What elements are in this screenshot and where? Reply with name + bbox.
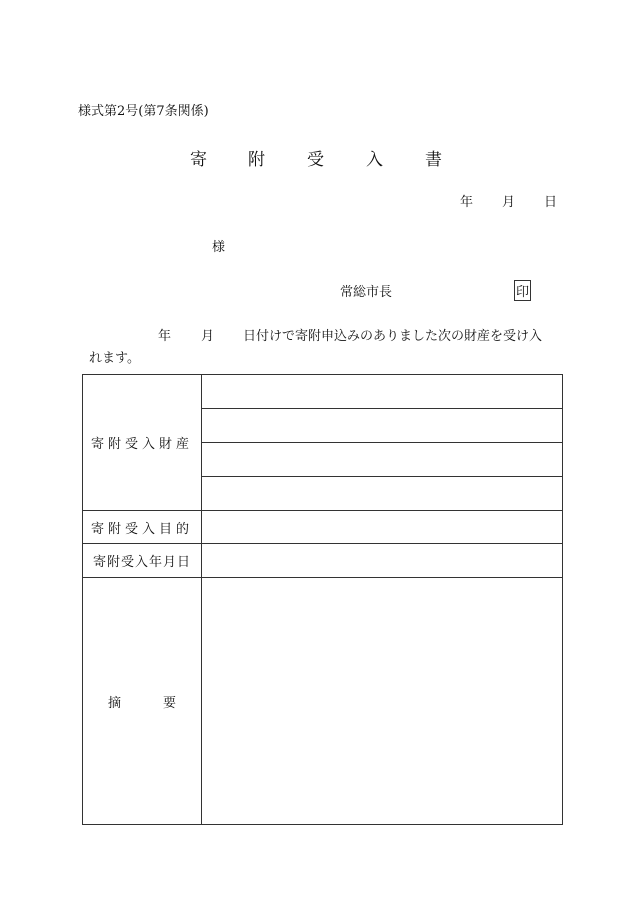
title-char: 受 bbox=[307, 150, 324, 170]
date-field[interactable] bbox=[202, 544, 563, 578]
title-char: 寄 bbox=[190, 150, 207, 170]
property-field-2[interactable] bbox=[202, 409, 563, 443]
title-char: 書 bbox=[425, 150, 442, 170]
title-char: 附 bbox=[248, 150, 265, 170]
donation-table bbox=[82, 374, 563, 825]
title-char: 入 bbox=[366, 150, 383, 170]
date-label: 寄附受入年月日 bbox=[83, 544, 202, 578]
property-field-3[interactable] bbox=[202, 443, 563, 477]
remarks-label bbox=[83, 578, 202, 825]
date-year: 年 bbox=[460, 195, 474, 210]
body-month: 月 bbox=[201, 329, 215, 344]
property-label: 寄附受入財産 bbox=[83, 375, 202, 511]
recipient-suffix: 様 bbox=[212, 240, 226, 255]
issuer: 常総市長 bbox=[340, 285, 393, 300]
date-month: 月 bbox=[502, 195, 516, 210]
form-number: 様式第2号(第7条関係) bbox=[78, 104, 209, 119]
property-field-4[interactable] bbox=[202, 477, 563, 511]
remarks-field[interactable] bbox=[202, 578, 563, 825]
remarks-char: 要 bbox=[163, 695, 177, 711]
date-day: 日 bbox=[544, 195, 558, 210]
purpose-label: 寄附受入目的 bbox=[83, 511, 202, 544]
body-text-line1: 日付けで寄附申込みのありました次の財産を受け入 bbox=[243, 329, 543, 344]
body-text-line2: れます。 bbox=[89, 351, 140, 366]
body-year: 年 bbox=[158, 329, 172, 344]
remarks-char: 摘 bbox=[107, 695, 121, 711]
document-title bbox=[0, 145, 630, 169]
property-field-1[interactable] bbox=[202, 375, 563, 409]
seal-mark: 印 bbox=[514, 280, 531, 301]
purpose-field[interactable] bbox=[202, 511, 563, 544]
